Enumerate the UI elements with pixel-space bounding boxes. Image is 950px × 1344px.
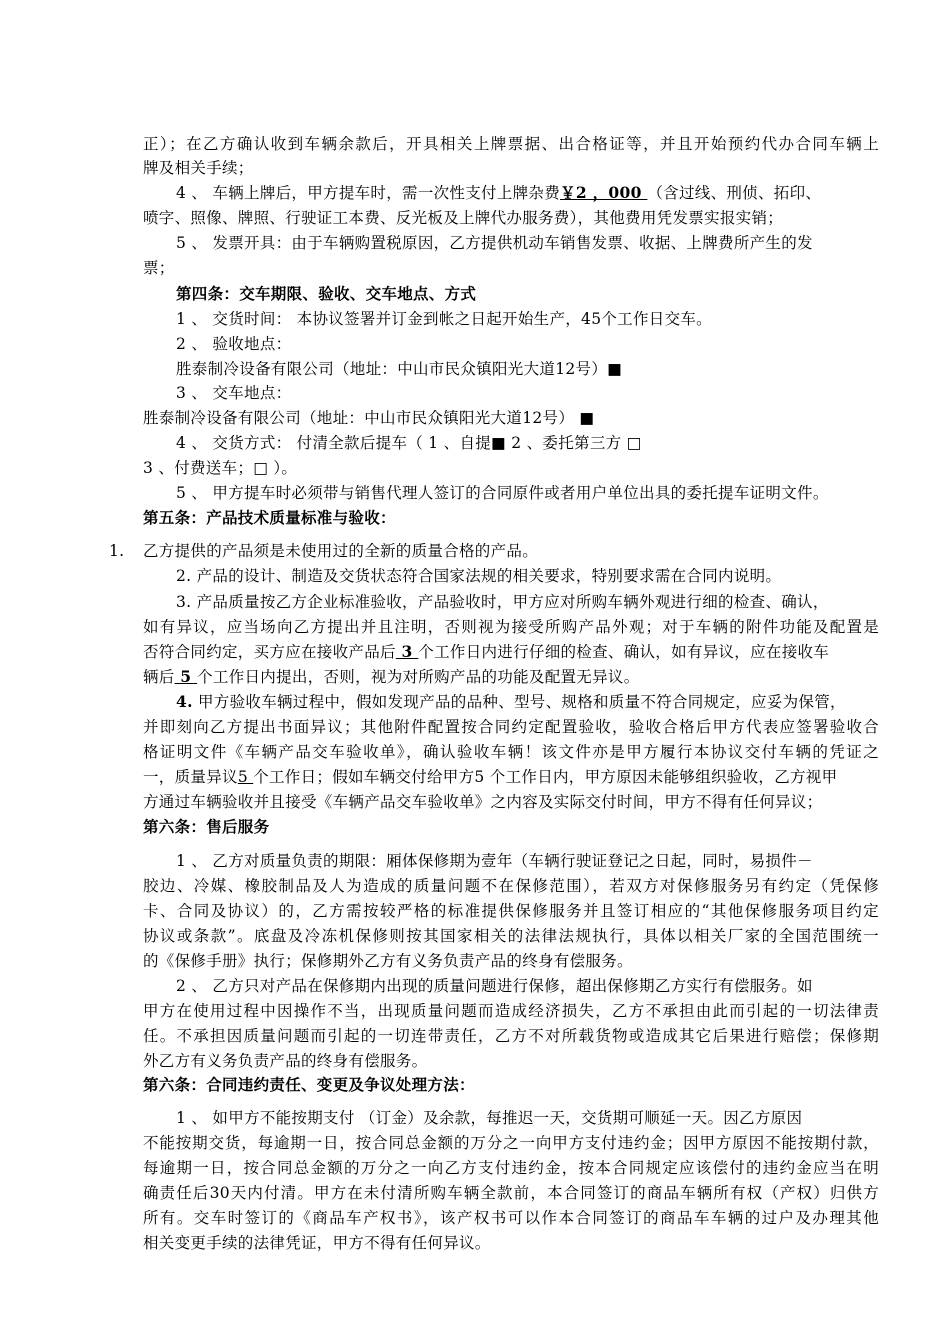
line-text: （含过线、刑侦、拓印、 xyxy=(647,184,822,202)
inspection-days: 3 xyxy=(395,642,419,661)
paragraph-line xyxy=(143,1131,879,1155)
paragraph-line: 胜泰制冷设备有限公司（地址：中山市民众镇阳光大道12号） ■ xyxy=(143,409,595,427)
line-text: 个工作日内进行仔细的检查、确认，如有异议，应在接收车 xyxy=(418,643,830,661)
paragraph-line: 3. 产品质量按乙方企业标准验收，产品验收时，甲方应对所购车辆外观进行细的检查、确认， xyxy=(176,593,829,611)
paragraph-line xyxy=(176,181,821,205)
line-text: 一，质量异议 xyxy=(143,768,238,786)
line-text: 甲方在使用过程中因操作不当，出现质量问题而造成经济损失，乙方不承担由此而引起的一切法律责 xyxy=(143,1002,879,1020)
paragraph-line xyxy=(143,1181,879,1205)
paragraph-line: 胜泰制冷设备有限公司（地址：中山市民众镇阳光大道12号）■ xyxy=(176,360,623,378)
paragraph-line: 2 、 乙方只对产品在保修期内出现的质量问题进行保修，超出保修期乙方实行有偿服务。如 xyxy=(176,977,813,995)
paragraph-line xyxy=(143,640,829,664)
paragraph-line: 外乙方有义务负责产品的终身有偿服务。 xyxy=(143,1052,428,1070)
line-text: 所有。交车时签订的《商品车产权书》，该产权书可以作本合同签订的商品车车辆的过户及办理其他 xyxy=(143,1209,879,1227)
section-heading-6-service: 第六条：售后服务 xyxy=(143,817,270,836)
line-text: 否符合同约定，买方应在接收产品后 xyxy=(143,643,396,661)
paragraph-line: 票； xyxy=(143,259,175,277)
paragraph-line xyxy=(143,1156,879,1180)
line-text: 4 、 车辆上牌后，甲方提车时，需一次性支付上牌杂费 xyxy=(176,184,561,202)
paragraph-line: 2 、 验收地点： xyxy=(176,335,292,353)
paragraph-line: 喷字、照像、牌照、行驶证工本费、反光板及上牌代办服务费），其他费用凭发票实报实销； xyxy=(143,209,784,227)
paragraph-line: 相关变更手续的法律凭证，甲方不得有任何异议。 xyxy=(143,1234,491,1252)
line-text: 个工作日内提出，否则，视为对所购产品的功能及配置无异议。 xyxy=(197,668,640,686)
objection-days: 5 xyxy=(174,667,198,686)
section-heading-4: 第四条：交车期限、验收、交车地点、方式 xyxy=(176,284,477,303)
line-text: 甲方验收车辆过程中，假如发现产品的品种、型号、规格和质量不符合同规定，应妥为保管， xyxy=(192,693,846,711)
fee-amount: ￥2 ，000 xyxy=(560,183,648,202)
line-text: 格证明文件《车辆产品交车验收单》，确认验收车辆！该文件亦是甲方履行本协议交付车辆的凭证之 xyxy=(143,743,879,761)
paragraph-line: 1 、 如甲方不能按期支付 （订金）及余款，每推迟一天，交货期可顺延一天。因乙方原因 xyxy=(176,1109,803,1127)
list-number: 1. xyxy=(109,542,125,560)
paragraph-line: 的《保修手册》执行；保修期外乙方有义务负责产品的终身有偿服务。 xyxy=(143,952,633,970)
paragraph-line xyxy=(143,924,879,948)
line-text: 正）；在乙方确认收到车辆余款后，开具相关上牌票据、出合格证等，并且开始预约代办合同车辆上 xyxy=(143,135,879,153)
paragraph-line: 3 、付费送车；□ ）。 xyxy=(143,459,298,477)
paragraph-line xyxy=(143,615,879,639)
paragraph-line xyxy=(143,1206,879,1230)
paragraph-line xyxy=(143,999,879,1023)
quality-objection-days: 5 xyxy=(237,768,254,786)
paragraph-line xyxy=(143,899,879,923)
paragraph-line xyxy=(143,665,640,689)
paragraph-line: 5 、 发票开具：由于车辆购置税原因，乙方提供机动车销售发票、收据、上牌费所产生的发 xyxy=(176,234,813,252)
section-heading-6-breach: 第六条：合同违约责任、变更及争议处理方法： xyxy=(143,1075,475,1094)
paragraph-line: 1 、 交货时间： 本协议签署并订金到帐之日起开始生产，45个工作日交车。 xyxy=(176,310,712,328)
paragraph-line: 5 、 甲方提车时必须带与销售代理人签订的合同原件或者用户单位出具的委托提车证明文件。 xyxy=(176,484,829,502)
paragraph-line: 4 、 交货方式： 付清全款后提车（ 1 、自提■ 2 、委托第三方 □ xyxy=(176,434,642,452)
paragraph-line: 方通过车辆验收并且接受《车辆产品交车验收单》之内容及实际交付时间，甲方不得有任何异议； xyxy=(143,793,823,811)
line-text: 不能按期交货，每逾期一日，按合同总金额的万分之一向甲方支付违约金；因甲方原因不能按期付款， xyxy=(143,1134,879,1152)
section-heading-5: 第五条：产品技术质量标准与验收： xyxy=(143,508,396,527)
line-text: 协议或条款”。底盘及冷冻机保修则按其国家相关的法律法规执行，具体以相关厂家的全国范围统一 xyxy=(143,927,879,945)
paragraph-line: 1 、 乙方对质量负责的期限：厢体保修期为壹年（车辆行驶证登记之日起，同时，易损件－ xyxy=(176,852,813,870)
paragraph-line: 2. 产品的设计、制造及交货状态符合国家法规的相关要求，特别要求需在合同内说明。 xyxy=(176,567,782,585)
line-text: 个工作日；假如车辆交付给甲方5 个工作日内，甲方原因未能够组织验收，乙方视甲 xyxy=(253,768,838,786)
paragraph-line xyxy=(143,715,879,739)
paragraph-line xyxy=(143,132,879,156)
paragraph-line xyxy=(176,690,846,714)
line-text: 如有异议，应当场向乙方提出并且注明，否则视为接受所购产品外观；对于车辆的附件功能及配置是 xyxy=(143,618,879,636)
line-text: 任。不承担因质量问题而引起的一切连带责任，乙方不对所载货物或造成其它后果进行赔偿；保修期 xyxy=(143,1027,879,1045)
paragraph-line xyxy=(143,765,837,789)
paragraph-line: 牌及相关手续； xyxy=(143,159,254,177)
item-number: 4. xyxy=(176,692,193,711)
paragraph-line xyxy=(143,874,879,898)
line-text: 确责任后30天内付清。甲方在未付清所购车辆全款前，本合同签订的商品车辆所有权（产权）归供方 xyxy=(143,1184,879,1202)
paragraph-line xyxy=(143,1024,879,1048)
line-text: 并即刻向乙方提出书面异议；其他附件配置按合同约定配置验收，验收合格后甲方代表应签署验收合 xyxy=(143,718,879,736)
paragraph-line xyxy=(143,740,879,764)
line-text: 胶边、冷媒、橡胶制品及人为造成的质量问题不在保修范围），若双方对保修服务另有约定（凭保修 xyxy=(143,877,879,895)
paragraph-line: 乙方提供的产品须是未使用过的全新的质量合格的产品。 xyxy=(143,542,539,560)
line-text: 卡、合同及协议）的，乙方需按较严格的标准提供保修服务并且签订相应的“其他保修服务项目约定 xyxy=(143,902,879,920)
line-text: 每逾期一日，按合同总金额的万分之一向乙方支付违约金，按本合同规定应该偿付的违约金应当在明 xyxy=(143,1159,879,1177)
paragraph-line: 3 、 交车地点： xyxy=(176,384,292,402)
line-text: 辆后 xyxy=(143,668,175,686)
